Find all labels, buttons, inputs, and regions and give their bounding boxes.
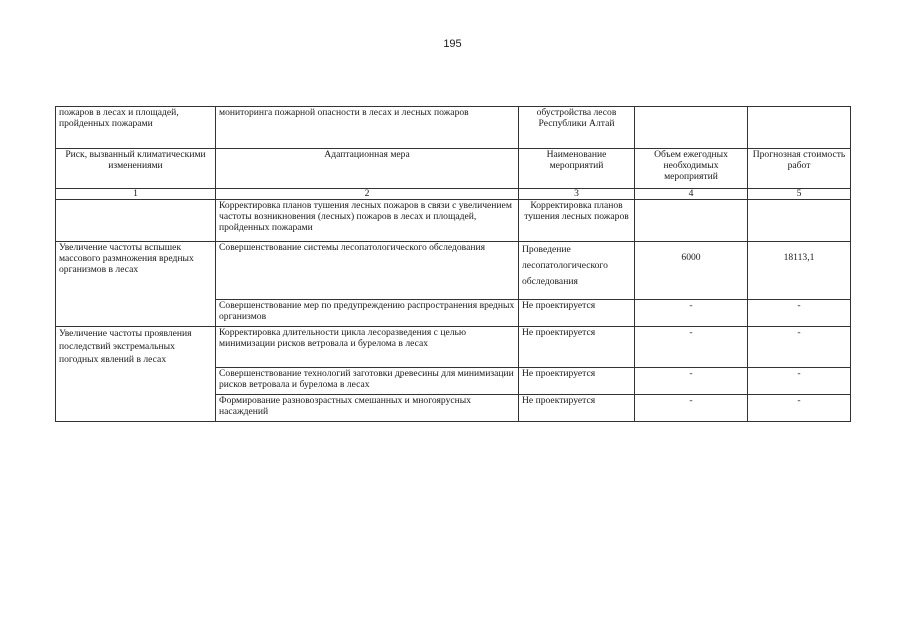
header-cost: Прогнозная стоимость работ	[748, 149, 851, 189]
index-cell: 3	[519, 189, 635, 200]
index-row	[56, 189, 851, 200]
measure-cell: Совершенствование системы лесопатологического обследования	[216, 242, 519, 300]
measure-cell: Совершенствование мер по предупреждению распространения вредных организмов	[216, 300, 519, 327]
cost-cell: 18113,1	[748, 242, 851, 300]
volume-cell: -	[635, 395, 748, 422]
cont-activity-cell: обустройства лесов Республики Алтай	[519, 107, 635, 149]
cont-risk-cell: пожаров в лесах и площадей, пройденных пожарами	[56, 107, 216, 149]
header-row	[56, 149, 851, 189]
header-volume: Объем ежегодных необходимых мероприятий	[635, 149, 748, 189]
cost-cell: -	[748, 368, 851, 395]
page-number: 195	[443, 38, 462, 50]
volume-cell: 6000	[635, 242, 748, 300]
risk-cell	[56, 200, 216, 242]
cost-cell: -	[748, 327, 851, 368]
cont-cost-cell	[748, 107, 851, 149]
table-row	[56, 327, 851, 368]
cont-volume-cell	[635, 107, 748, 149]
table-row	[56, 242, 851, 300]
activity-cell: Не проектируется	[519, 300, 635, 327]
cost-cell	[748, 200, 851, 242]
volume-cell: -	[635, 368, 748, 395]
measure-cell: Совершенствование технологий заготовки древесины для минимизации рисков ветровала и бурелома в лесах	[216, 368, 519, 395]
cost-cell: -	[748, 395, 851, 422]
header-measure: Адаптационная мера	[216, 149, 519, 189]
risk-cell: Увеличение частоты проявления последствий экстремальных погодных явлений в лесах	[56, 327, 216, 422]
activity-cell: Не проектируется	[519, 395, 635, 422]
index-cell: 2	[216, 189, 519, 200]
cost-cell: -	[748, 300, 851, 327]
volume-cell	[635, 200, 748, 242]
header-activity: Наименование мероприятий	[519, 149, 635, 189]
index-cell: 5	[748, 189, 851, 200]
cont-measure-cell: мониторинга пожарной опасности в лесах и лесных пожаров	[216, 107, 519, 149]
measure-cell: Формирование разновозрастных смешанных и многоярусных насаждений	[216, 395, 519, 422]
adaptation-measures-table	[55, 106, 851, 422]
volume-cell: -	[635, 327, 748, 368]
table-row	[56, 200, 851, 242]
header-risk: Риск, вызванный климатическими изменениями	[56, 149, 216, 189]
continuation-row	[56, 107, 851, 149]
index-cell: 1	[56, 189, 216, 200]
index-cell: 4	[635, 189, 748, 200]
activity-cell: Корректировка планов тушения лесных пожаров	[519, 200, 635, 242]
measure-cell: Корректировка планов тушения лесных пожаров в связи с увеличением частоты возникновения (лесных) пожаров в лесах и площадей, пройденных пожарами	[216, 200, 519, 242]
activity-cell: Не проектируется	[519, 368, 635, 395]
risk-cell: Увеличение частоты вспышек массового размножения вредных организмов в лесах	[56, 242, 216, 327]
measure-cell: Корректировка длительности цикла лесоразведения с целью минимизации рисков ветровала и бурелома в лесах	[216, 327, 519, 368]
volume-cell: -	[635, 300, 748, 327]
activity-cell: Не проектируется	[519, 327, 635, 368]
activity-cell: Проведение лесопатологического обследования	[519, 242, 635, 300]
